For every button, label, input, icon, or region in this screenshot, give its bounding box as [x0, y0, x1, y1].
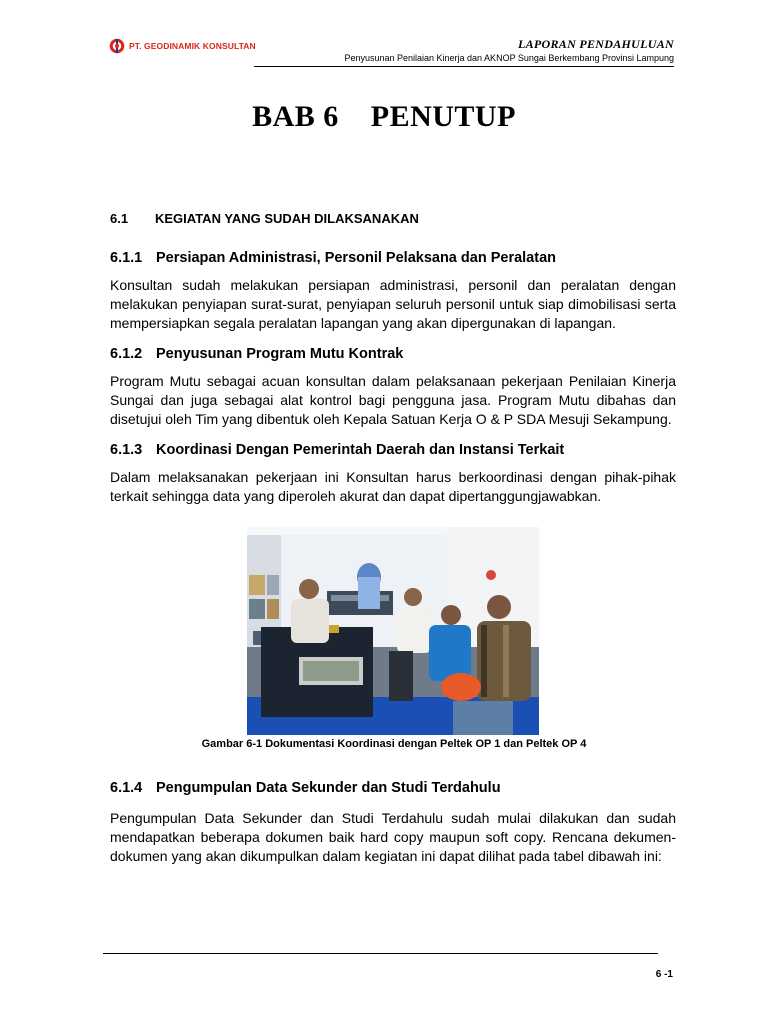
subsection-number: 6.1.4 [110, 780, 143, 796]
paragraph-6-1-3: Dalam melaksanakan pekerjaan ini Konsultan harus berkoordinasi dengan pihak-pihak terkait sehingga data yang diperoleh akurat dan dapat dipertanggungjawabkan. [110, 469, 676, 504]
section-title: KEGIATAN YANG SUDAH DILAKSANAKAN [155, 211, 419, 226]
company-logo-icon [109, 38, 125, 54]
company-logo [109, 38, 256, 54]
header-divider [254, 66, 674, 67]
subsection-number: 6.1.3 [110, 442, 143, 458]
figure-caption: Gambar 6-1 Dokumentasi Koordinasi dengan Peltek OP 1 dan Peltek OP 4 [201, 738, 587, 750]
subsection-heading-6-1-1 [110, 250, 556, 266]
footer-divider [103, 953, 658, 954]
subsection-title: Penyusunan Program Mutu Kontrak [156, 346, 404, 362]
subsection-number: 6.1.2 [110, 346, 143, 362]
coordination-photo [247, 527, 539, 735]
company-name: PT. GEODINAMIK KONSULTAN [129, 41, 256, 51]
subsection-heading-6-1-4 [110, 780, 501, 796]
paragraph-6-1-4: Pengumpulan Data Sekunder dan Studi Terdahulu sudah mulai dilakukan dan sudah mendapatkan beberapa dokumen baik hard copy maupun soft copy. Rencana dekumen-dokumen yang akan dikumpulkan dalam kegiatan ini dapat dilihat pada tabel dibawah ini: [110, 810, 676, 864]
subsection-heading-6-1-3 [110, 442, 564, 458]
chapter-title: PENUTUP [370, 100, 516, 133]
chapter-number: BAB 6 [252, 100, 339, 133]
paragraph-6-1-2: Program Mutu sebagai acuan konsultan dalam pelaksanaan pekerjaan Penilaian Kinerja Sungai dan juga sebagai alat kontrol bagi pengguna jasa. Program Mutu dibahas dan disetujui oleh Tim yang dibentuk oleh Kepala Satuan Kerja O & P SDA Mesuji Sekampung. [110, 373, 676, 427]
project-title: Penyusunan Penilaian Kinerja dan AKNOP Sungai Berkembang Provinsi Lampung [344, 53, 674, 63]
section-heading [110, 211, 419, 226]
subsection-number: 6.1.1 [110, 250, 143, 266]
report-title: LAPORAN PENDAHULUAN [517, 37, 674, 51]
photo-illustration [247, 527, 539, 735]
chapter-heading [0, 100, 768, 134]
subsection-title: Koordinasi Dengan Pemerintah Daerah dan Instansi Terkait [156, 442, 565, 458]
paragraph-6-1-1: Konsultan sudah melakukan persiapan administrasi, personil dan peralatan dengan melakukan penyiapan surat-surat, penyiapan seluruh personil untuk siap dimobilisasi serta mempersiapkan segala peralatan lapangan yang akan dipergunakan di lapangan. [110, 277, 676, 331]
page-header [0, 0, 768, 70]
subsection-title: Pengumpulan Data Sekunder dan Studi Terdahulu [156, 780, 501, 796]
subsection-heading-6-1-2 [110, 346, 403, 362]
page-number: 6 -1 [655, 969, 673, 980]
section-number: 6.1 [110, 211, 129, 226]
subsection-title: Persiapan Administrasi, Personil Pelaksana dan Peralatan [156, 250, 556, 266]
